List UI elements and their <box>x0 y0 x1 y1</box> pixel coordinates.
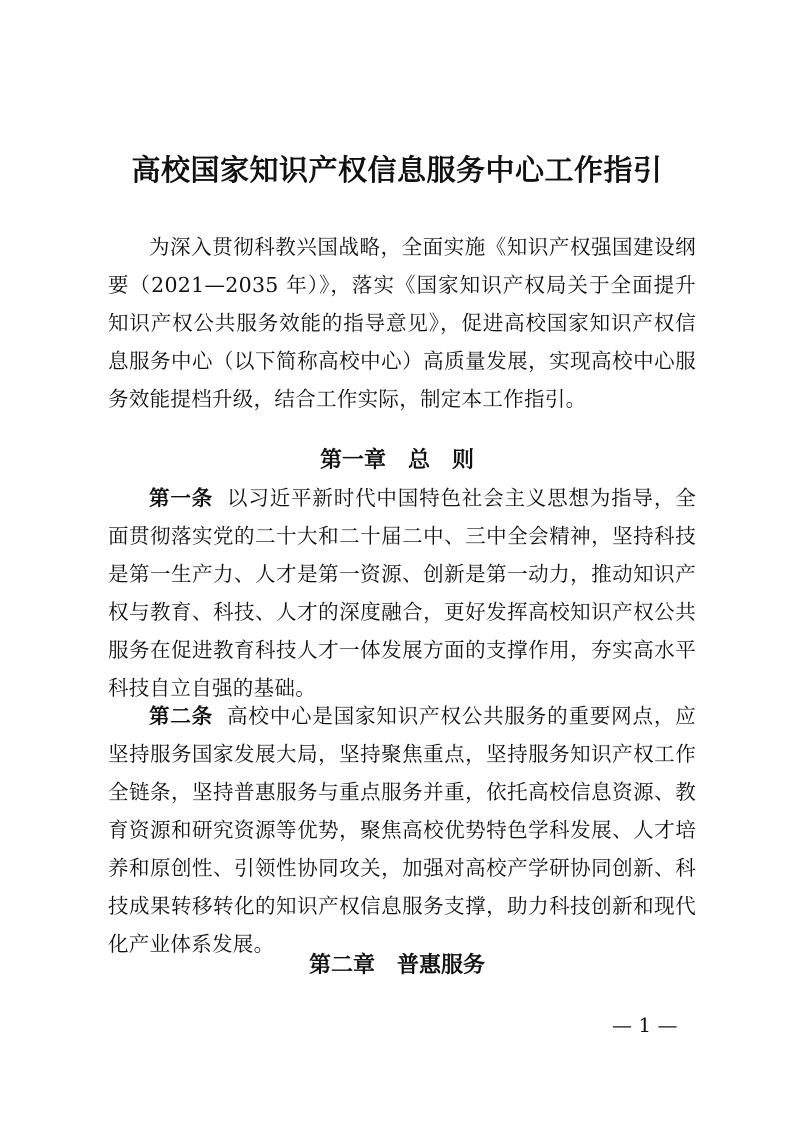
intro-paragraph: 为深入贯彻科教兴国战略，全面实施《知识产权强国建设纲要（2021—2035 年）》，落实《国家知识产权局关于全面提升知识产权公共服务效能的指导意见》，促进高校国家知识产权信息服务中心（以下简称高校中心）高质量发展，实现高校中心服务效能提档升级，结合工作实际，制定本工作指引。 <box>108 235 696 411</box>
document-title: 高校国家知识产权信息服务中心工作指引 <box>131 153 663 187</box>
article-2-label: 第二条 <box>149 704 214 728</box>
article-2-paragraph <box>108 697 696 963</box>
article-1-paragraph <box>108 479 696 707</box>
page-number: — 1 — <box>612 1013 678 1037</box>
chapter-2-heading: 第二章 普惠服务 <box>308 952 485 978</box>
article-1-label: 第一条 <box>149 486 214 510</box>
article-2-text: 高校中心是国家知识产权公共服务的重要网点，应坚持服务国家发展大局，坚持聚焦重点，坚持服务知识产权工作全链条，坚持普惠服务与重点服务并重，依托高校信息资源、教育资源和研究资源等优势，聚焦高校优势特色学科发展、人才培养和原创性、引领性协同攻关，加强对高校产学研协同创新、科技成果转移转化的知识产权信息服务支撑，助力科技创新和现代化产业体系发展。 <box>108 704 696 956</box>
article-1-text: 以习近平新时代中国特色社会主义思想为指导，全面贯彻落实党的二十大和二十届二中、三中全会精神，坚持科技是第一生产力、人才是第一资源、创新是第一动力，推动知识产权与教育、科技、人才的深度融合，更好发挥高校知识产权公共服务在促进教育科技人才一体发展方面的支撑作用，夯实高水平科技自立自强的基础。 <box>108 486 696 700</box>
chapter-1-heading: 第一章 总 则 <box>319 447 474 473</box>
